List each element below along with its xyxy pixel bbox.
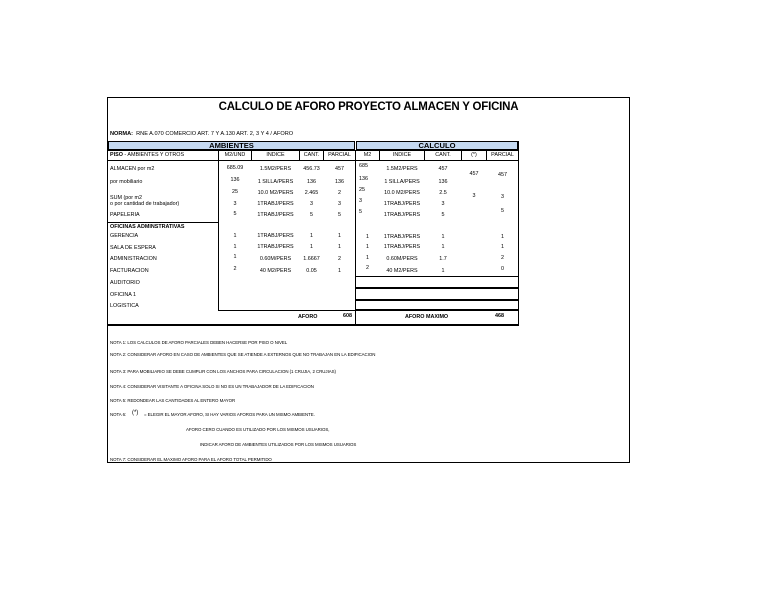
divider <box>108 222 218 223</box>
row-name-sub: o por cantidad de trabajador) <box>110 201 180 207</box>
cell: 1 <box>366 234 369 240</box>
cell: 1 <box>441 268 445 274</box>
row-name: por mobiliario <box>110 179 143 185</box>
cell: 1 SILLA/PERS <box>257 179 294 185</box>
cell: 2 <box>338 190 341 196</box>
cell: 1TRABJ/PERS <box>383 244 421 250</box>
cell: 2 <box>366 265 369 271</box>
cell: 2 <box>338 256 341 262</box>
cell: 1 <box>366 244 369 250</box>
cell: 3 <box>441 201 445 207</box>
cell: 136 <box>307 179 316 185</box>
divider <box>355 299 518 301</box>
cell: 25 <box>359 187 365 193</box>
cell: 5 <box>441 212 445 218</box>
col-m2und: M2/UND <box>224 152 246 158</box>
cell: 25 <box>232 189 238 195</box>
note-6: NOTA 6: <box>110 412 127 417</box>
note-2: NOTA 2: CONSIDERAR AFORO EN CASO DE AMBIENTES QUE SE ATIENDE A EXTERNOS QUE NO TRABAJAN EN LA EDIFICACION <box>110 352 376 357</box>
col-r-indice: INDICE <box>392 152 412 158</box>
col-r-m2: M2 <box>363 152 372 158</box>
cell: 0 <box>501 266 504 272</box>
row-name: SALA DE ESPERA <box>110 245 156 251</box>
cell: 5 <box>359 209 362 215</box>
divider <box>108 324 518 326</box>
cell: 5 <box>501 208 504 214</box>
cell: 2 <box>501 255 504 261</box>
cell: 136 <box>335 179 344 185</box>
cell: 1 <box>366 255 369 261</box>
cell: 1TRABJ/PERS <box>257 201 294 207</box>
divider <box>218 150 219 310</box>
cell: 1.5M2/PERS <box>259 166 292 172</box>
cell: 1TRABJ/PERS <box>257 212 294 218</box>
sheet-title: CALCULO DE AFORO PROYECTO ALMACEN Y OFICINA <box>218 101 519 113</box>
cell: 40 M2/PERS <box>386 268 418 274</box>
row-name: OFICINA 1 <box>110 292 137 298</box>
cell: 136 <box>230 177 240 183</box>
note-1: NOTA 1: LOS CALCULOS DE AFORO PARCIALES DEBEN HACERSE POR PISO O NIVEL <box>110 340 288 345</box>
note-6-line3: INDICAR AFORO DE AMBIENTES UTILIZADOS POR LOS MISMOS USUARIOS <box>200 442 357 447</box>
divider <box>518 141 519 326</box>
cell: 1 <box>441 244 445 250</box>
cell: 1.7 <box>439 256 447 262</box>
cell: 1 SILLA/PERS <box>384 179 420 185</box>
cell: 1 <box>310 244 313 250</box>
note-3: NOTA 3: PARA MOBILIARIO SE DEBE CUMPLIR CON LOS ANCHOS PARA CIRCULACION (1 CRUJIA, 2 CRUJIAS) <box>110 369 336 374</box>
cell: 1 <box>441 234 445 240</box>
cell: 3 <box>310 201 313 207</box>
cell: 136 <box>438 179 448 185</box>
row-name: SUM (por m2 <box>110 195 143 201</box>
cell: 10.0 M2/PERS <box>257 190 294 196</box>
divider <box>218 310 518 311</box>
cell: 1 <box>501 234 504 240</box>
ambientes-header: AMBIENTES <box>108 141 355 150</box>
note-5: NOTA 5: REDONDEAR LAS CANTIDADES AL ENTERO MAYOR <box>110 398 236 403</box>
cell: 0.05 <box>306 268 317 274</box>
norma-label: NORMA: <box>110 131 133 137</box>
cell: 1 <box>501 244 504 250</box>
cell: 1TRABJ/PERS <box>257 233 294 239</box>
oficinas-title: OFICINAS ADMINSTRATIVAS <box>110 224 185 230</box>
col-indice: INDICE <box>266 152 285 158</box>
col-r-cant: CANT. <box>435 152 451 158</box>
cell: 457 <box>469 171 479 177</box>
norma-line <box>110 131 293 137</box>
cell: 685 <box>359 163 368 169</box>
cell: 457 <box>498 172 507 178</box>
cell: 5 <box>338 212 341 218</box>
divider <box>108 150 518 151</box>
cell: 457 <box>438 166 448 172</box>
calculo-header: CALCULO <box>356 141 518 150</box>
note-4: NOTA 4: CONSIDERAR VISITANTE A OFICINA SOLO SI NO ES UN TRABAJADOR DE LA EDIFICACION <box>110 384 314 389</box>
divider <box>108 160 518 161</box>
cell: 5 <box>233 211 237 217</box>
aforo-value: 608 <box>343 313 352 319</box>
cell: 1 <box>338 244 341 250</box>
cell: 136 <box>359 176 368 182</box>
aforo-sheet <box>107 97 630 463</box>
cell: 3 <box>472 193 476 199</box>
col-r-parcial: PARCIAL <box>491 152 514 158</box>
cell: 1TRABJ/PERS <box>383 201 421 207</box>
cell: 1.6667 <box>303 256 320 262</box>
cell: 3 <box>359 198 362 204</box>
cell: 3 <box>501 194 504 200</box>
cell: 2.5 <box>439 190 447 196</box>
note-6-text: = ELEGIR EL MAYOR AFORO, SI HAY VARIOS AFOROS PARA UN MISMO AMBIENTE. <box>144 412 315 417</box>
row-name: FACTURACION <box>110 268 149 274</box>
cell: 1TRABJ/PERS <box>383 212 421 218</box>
cell: 1 <box>233 254 237 260</box>
cell: 1.5M2/PERS <box>386 166 418 172</box>
cell: 3 <box>338 201 341 207</box>
divider <box>355 276 518 277</box>
cell: 1 <box>338 268 341 274</box>
norma-text: RNE A.070 COMERCIO ART. 7 Y A.130 ART. 2, 3 Y 4 / AFORO <box>136 131 294 137</box>
cell: 457 <box>335 166 344 172</box>
cell: 3 <box>233 201 237 207</box>
aforo-label: AFORO <box>298 314 318 320</box>
cell: 456.73 <box>303 166 320 172</box>
row-name: AUDITORIO <box>110 280 140 286</box>
cell: 2.465 <box>304 190 319 196</box>
note-6-line2: AFORO CERO CUANDO ES UTILIZADO POR LOS MISMOS USUARIOS, <box>186 427 330 432</box>
cell: 1 <box>233 233 237 239</box>
cell: 0.60M/PERS <box>386 256 418 262</box>
cell: 1 <box>310 233 313 239</box>
cell: 40 M2/PERS <box>259 268 292 274</box>
cell: 0.60M/PERS <box>259 256 292 262</box>
row-name: ADMINISTRACION <box>110 256 157 262</box>
col-parcial: PARCIAL <box>328 152 351 158</box>
cell: 5 <box>310 212 313 218</box>
row-name: GERENCIA <box>110 233 139 239</box>
cell: 1TRABJ/PERS <box>383 234 421 240</box>
note-7: NOTA 7: CONSIDERAR EL MAXIMO AFORO PARA EL AFORO TOTAL PERMITIDO <box>110 457 272 462</box>
divider <box>355 287 518 289</box>
cell: 685.09 <box>226 165 244 171</box>
cell: 1 <box>338 233 341 239</box>
cell: 2 <box>233 266 237 272</box>
row-name: LOGISTICA <box>110 303 139 309</box>
col-r-star: (*) <box>471 152 477 158</box>
col-cant: CANT. <box>303 152 320 158</box>
cell: 10.0 M2/PERS <box>384 190 420 196</box>
row-name: PAPELERIA <box>110 212 140 218</box>
aforo-max-value: 468 <box>495 313 504 319</box>
cell: 1TRABJ/PERS <box>257 244 294 250</box>
note-6-star: (*) <box>132 410 139 416</box>
col-piso: PISO - AMBIENTES Y OTROS <box>110 152 185 158</box>
cell: 1 <box>233 244 237 250</box>
row-name: ALMACEN por m2 <box>110 166 155 172</box>
aforo-max-label: AFORO MAXIMO <box>405 314 449 320</box>
